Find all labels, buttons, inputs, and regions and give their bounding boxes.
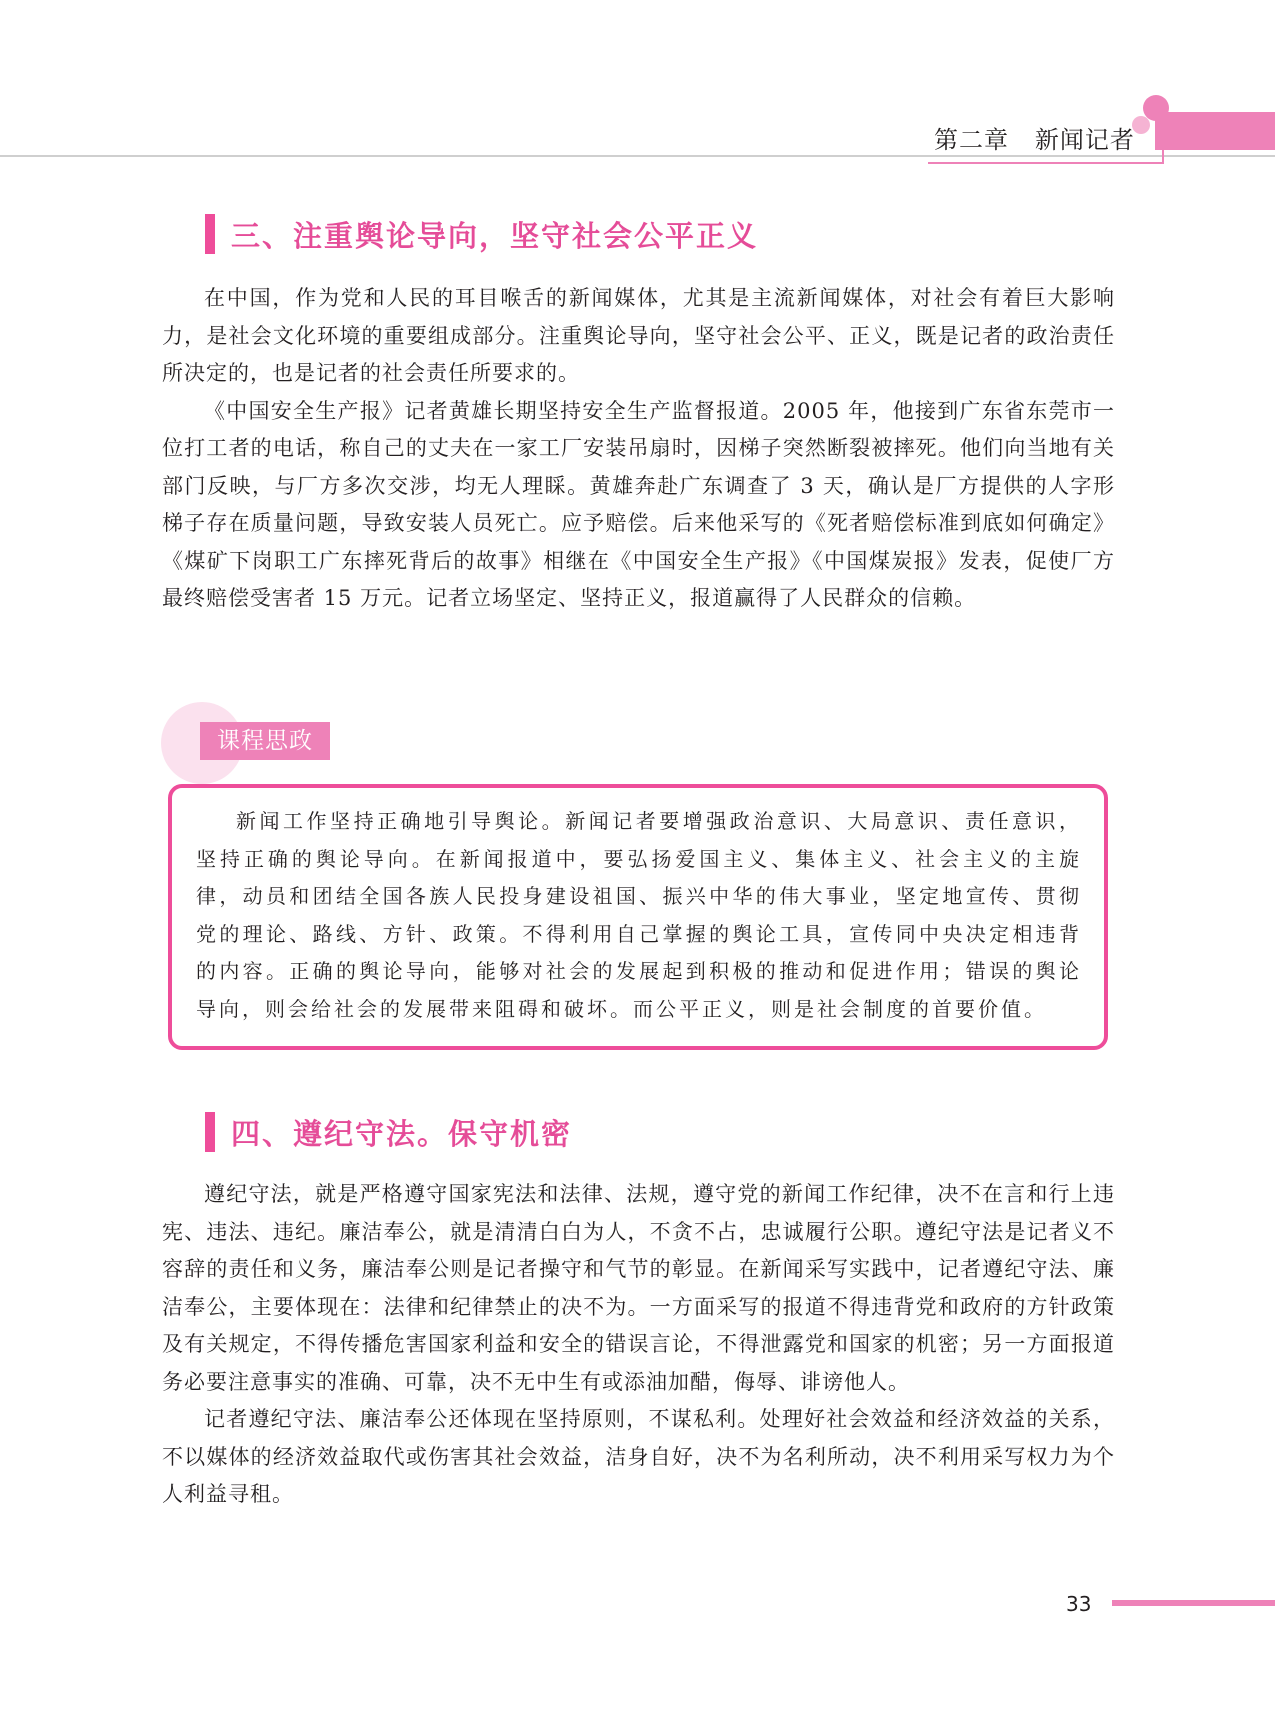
section-4-title: 四、遵纪守法。保守机密 [231, 1116, 573, 1151]
footer-accent-bar [1112, 1600, 1275, 1606]
paragraph: 《中国安全生产报》记者黄雄长期坚持安全生产监督报道。2005 年，他接到广东省东莞市一位打工者的电话，称自己的丈夫在一家工厂安装吊扇时，因梯子突然断裂被摔死。他们向当地有关部门反映，与厂方多次交涉，均无人理睬。黄雄奔赴广东调查了 3 天，确认是厂方提供的人字形梯子存在质量问题，导致安装人员死亡。应予赔偿。后来他采写的《死者赔偿标准到底如何确定》《煤矿下岗职工广东摔死背后的故事》相继在《中国安全生产报》《中国煤炭报》发表，促使厂方最终赔偿受害者 15 万元。记者立场坚定、坚持正义，报道赢得了人民群众的信赖。 [162, 398, 1115, 610]
paragraph: 遵纪守法，就是严格遵守国家宪法和法律、法规，遵守党的新闻工作纪律，决不在言和行上违宪、违法、违纪。廉洁奉公，就是清清白白为人，不贪不占，忠诚履行公职。遵纪守法是记者义不容辞的责任和义务，廉洁奉公则是记者操守和气节的彰显。在新闻采写实践中，记者遵纪守法、廉洁奉公，主要体现在：法律和纪律禁止的决不为。一方面采写的报道不得违背党和政府的方针政策及有关规定，不得传播危害国家利益和安全的错误言论，不得泄露党和国家的机密；另一方面报道务必要注意事实的准确、可靠，决不无中生有或添油加醋，侮辱、诽谤他人。 [162, 1182, 1115, 1394]
course-label: 课程思政 [200, 722, 330, 760]
chapter-title: 新闻记者 [1034, 126, 1135, 154]
running-header [934, 120, 1135, 155]
section-4-heading [205, 1112, 572, 1152]
paragraph: 记者遵纪守法、廉洁奉公还体现在坚持原则，不谋私利。处理好社会效益和经济效益的关系，不以媒体的经济效益取代或伤害其社会效益，洁身自好，决不为名利所动，决不利用采写权力为个人利益寻租。 [162, 1407, 1115, 1506]
paragraph: 在中国，作为党和人民的耳目喉舌的新闻媒体，尤其是主流新闻媒体，对社会有着巨大影响力，是社会文化环境的重要组成部分。注重舆论导向，坚守社会公平、正义，既是记者的政治责任所决定的，也是记者的社会责任所要求的。 [162, 286, 1115, 385]
chapter-number: 第二章 [934, 126, 1009, 154]
section-3-title: 三、注重舆论导向，坚守社会公平正义 [231, 218, 759, 253]
section-4-body [162, 1176, 1115, 1514]
course-box-text: 新闻工作坚持正确地引导舆论。新闻记者要增强政治意识、大局意识、责任意识，坚持正确的舆论导向。在新闻报道中，要弘扬爱国主义、集体主义、社会主义的主旋律，动员和团结全国各族人民投身建设祖国、振兴中华的伟大事业，坚定地宣传、贯彻党的理论、路线、方针、政策。不得利用自己掌握的舆论工具，宣传同中央决定相违背的内容。正确的舆论导向，能够对社会的发展起到积极的推动和促进作用；错误的舆论导向，则会给社会的发展带来阻碍和破坏。而公平正义，则是社会制度的首要价值。 [196, 809, 1082, 1021]
header-decoration-dot [1143, 95, 1169, 121]
page-number: 33 [1066, 1592, 1092, 1616]
section-3-heading [205, 214, 758, 254]
section-3-body [162, 280, 1115, 618]
heading-marker [205, 214, 215, 254]
heading-marker [205, 1112, 215, 1152]
header-accent-bar [1155, 112, 1275, 150]
